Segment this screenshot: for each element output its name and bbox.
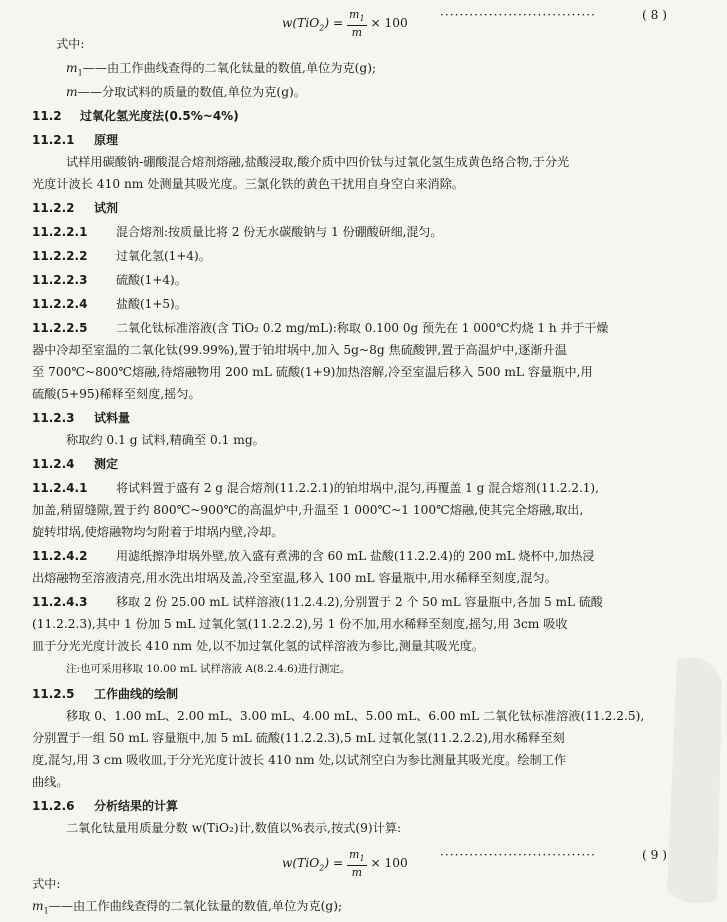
formula-9: w(TiO$_2$) = $\frac{m_1}{m}$ × 100 ································ ( 9 )	[282, 848, 668, 880]
determination-2: 11.2.4.2 用滤纸擦净坩埚外壁,放入盛有煮沸的含 60 mL 盐酸(11.2.2.4)的 200 mL 烧杯中,加热浸	[32, 549, 595, 563]
equation-number: ( 8 )	[642, 8, 668, 22]
curve-line-2: 分别置于一组 50 mL 容量瓶中,加 5 mL 硫酸(11.2.2.3),5 mL 过氧化氢(11.2.2.2),用水稀释至刻	[32, 731, 565, 745]
reagent-5: 11.2.2.5 二氧化钛标准溶液(含 TiO₂ 0.2 mg/mL):称取 0.100 0g 预先在 1 000℃灼烧 1 h 并于干燥	[32, 321, 609, 335]
formula-lhs: w(TiO	[282, 16, 320, 31]
determination-2-line-2: 出熔融物至溶液清亮,用水洗出坩埚及盖,冷至室温,移入 100 mL 容量瓶中,用水稀释至刻度,混匀。	[32, 571, 557, 585]
section-11-2-heading: 11.2 过氧化氢光度法(0.5%~4%)	[32, 109, 239, 123]
reagent-2: 11.2.2.2 过氧化氢(1+4)。	[32, 249, 211, 263]
determination-3-line-2: (11.2.2.3),其中 1 份加 5 mL 过氧化氢(11.2.2.2),另 1 份不加,用水稀释至刻度,摇匀,用 3cm 吸收	[32, 617, 568, 631]
determination-3-line-3: 皿于分光光度计波长 410 nm 处,以不加过氧化氢的试样溶液为参比,测量其吸光度。	[32, 639, 485, 653]
reagent-3: 11.2.2.3 硫酸(1+4)。	[32, 273, 187, 287]
section-11-2-1-heading: 11.2.1 原理	[32, 133, 119, 147]
sample-text: 称取约 0.1 g 试料,精确至 0.1 mg。	[66, 433, 265, 447]
definition-m1: $m_1——$由工作曲线查得的二氧化钛量的数值,单位为克(g);	[66, 61, 377, 78]
leader-dots: ································	[440, 8, 596, 22]
definition-m: m——分取试料的质量的数值,单位为克(g)。	[66, 85, 306, 99]
where-label: 式中:	[56, 37, 85, 51]
section-11-2-6-heading: 11.2.6 分析结果的计算	[32, 799, 179, 813]
determination-1-line-2: 加盖,稍留缝隙,置于约 800℃~900℃的高温炉中,升温至 1 000℃~1 100℃熔融,使其完全熔融,取出,	[32, 503, 584, 517]
determination-1-line-3: 旋转坩埚,使熔融物均匀附着于坩埚内壁,冷却。	[32, 525, 284, 539]
fraction: $\frac{m_1}{m}$	[349, 8, 365, 40]
reagent-5-line-2: 器中冷却至室温的二氧化钛(99.99%),置于铂坩埚中,加入 5g~8g 焦硫酸钾,置于高温炉中,逐渐升温	[32, 343, 567, 357]
determination-1: 11.2.4.1 将试料置于盛有 2 g 混合熔剂(11.2.2.1)的铂坩埚中,混匀,再覆盖 1 g 混合熔剂(11.2.2.1),	[32, 481, 599, 495]
section-11-2-2-heading: 11.2.2 试剂	[32, 201, 119, 215]
determination-3: 11.2.4.3 移取 2 份 25.00 mL 试样溶液(11.2.4.2),分别置于 2 个 50 mL 容量瓶中,各加 5 mL 硫酸	[32, 595, 603, 609]
leader-dots: ································	[440, 848, 596, 862]
section-11-2-3-heading: 11.2.3 试料量	[32, 411, 131, 425]
note: 注:也可采用移取 10.00 mL 试样溶液 A(8.2.4.6)进行测定。	[66, 663, 351, 675]
definition-m1-2: $m_1——$由工作曲线查得的二氧化钛量的数值,单位为克(g);	[32, 899, 343, 916]
reagent-5-line-3: 至 700℃~800℃熔融,待熔融物用 200 mL 硫酸(1+9)加热溶解,冷至室温后移入 500 mL 容量瓶中,用	[32, 365, 593, 379]
equation-number: ( 9 )	[642, 848, 668, 862]
where-label-2: 式中:	[32, 877, 61, 891]
section-11-2-5-heading: 11.2.5 工作曲线的绘制	[32, 687, 179, 701]
section-11-2-4-heading: 11.2.4 测定	[32, 457, 119, 471]
calc-text: 二氧化钛量用质量分数 w(TiO₂)计,数值以%表示,按式(9)计算:	[66, 821, 402, 835]
principle-line-1: 试样用碳酸钠-硼酸混合熔剂熔融,盐酸浸取,酸介质中四价钛与过氧化氢生成黄色络合物,于分光	[66, 155, 570, 169]
reagent-4: 11.2.2.4 盐酸(1+5)。	[32, 297, 187, 311]
formula-8: w(TiO$_2$) = $\frac{m_1}{m}$ × 100 ································ ( 8 )	[282, 8, 668, 40]
fraction: $\frac{m_1}{m}$	[349, 848, 365, 880]
curve-line-1: 移取 0、1.00 mL、2.00 mL、3.00 mL、4.00 mL、5.00 mL、6.00 mL 二氧化钛标准溶液(11.2.2.5),	[66, 709, 645, 723]
curve-line-4: 曲线。	[32, 775, 69, 789]
reagent-5-line-4: 硫酸(5+95)稀释至刻度,摇匀。	[32, 387, 201, 401]
reagent-1: 11.2.2.1 混合熔剂:按质量比将 2 份无水碳酸钠与 1 份硼酸研细,混匀。	[32, 225, 443, 239]
curve-line-3: 度,混匀,用 3 cm 吸收皿,于分光光度计波长 410 nm 处,以试剂空白为参比测量其吸光度。绘制工作	[32, 753, 567, 767]
principle-line-2: 光度计波长 410 nm 处测量其吸光度。三氯化铁的黄色干扰用自身空白来消除。	[32, 177, 465, 191]
